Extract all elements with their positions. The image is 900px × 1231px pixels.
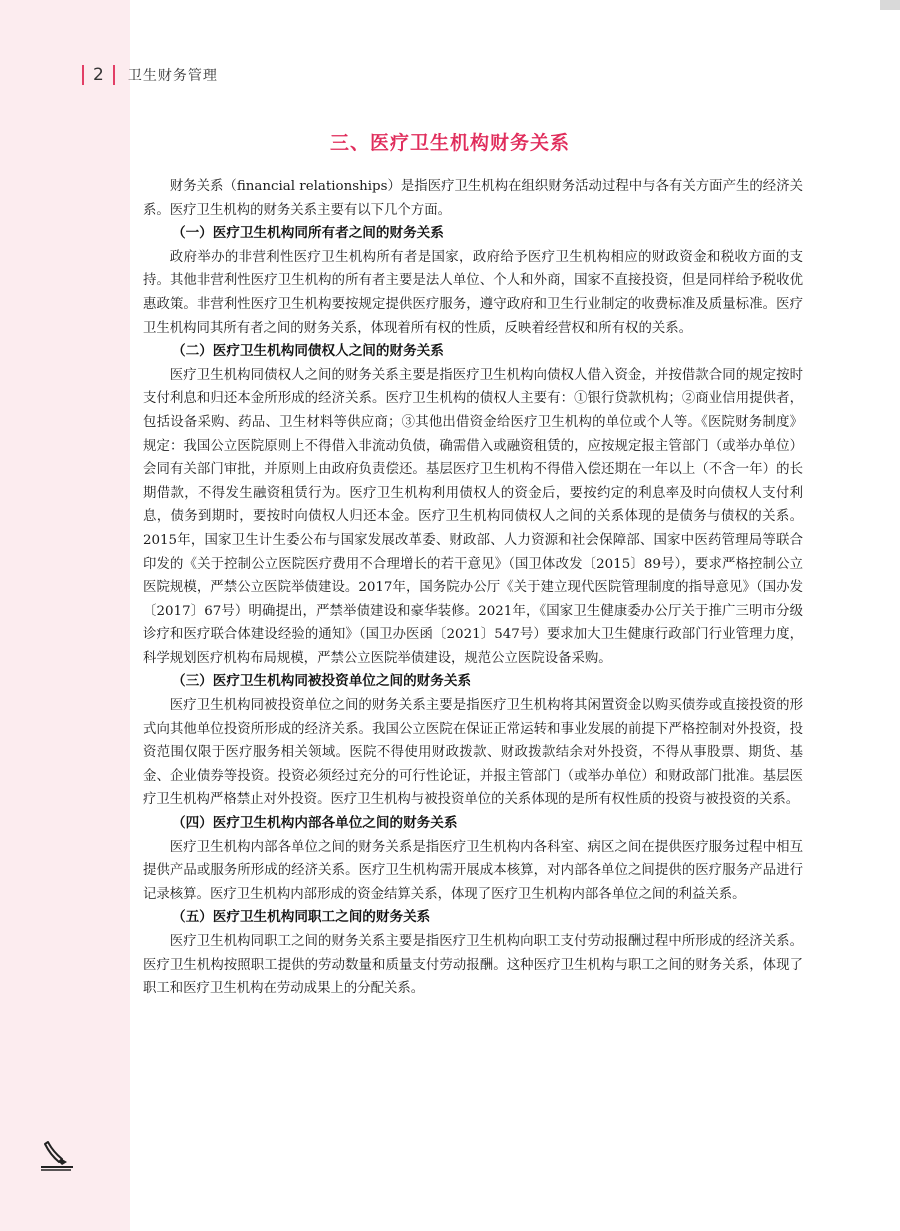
subsection-heading-employees: （五）医疗卫生机构同职工之间的财务关系 <box>172 909 431 926</box>
subsection-heading-owners: （一）医疗卫生机构同所有者之间的财务关系 <box>172 225 444 242</box>
corner-mark <box>880 0 900 10</box>
book-title: 卫生财务管理 <box>127 68 218 84</box>
intro-paragraph: 财务关系（financial relationships）是指医疗卫生机构在组织财务活动过程中与各有关方面产生的经济关系。医疗卫生机构的财务关系主要有以下几个方面。 <box>143 179 803 218</box>
quill-pen-icon <box>38 1138 78 1172</box>
page-body <box>143 175 803 1001</box>
subsection-body-creditors: 医疗卫生机构同债权人之间的财务关系主要是指医疗卫生机构向债权人借入资金，并按借款合同的规定按时支付利息和归还本金所形成的经济关系。医疗卫生机构的债权人主要有：①银行贷款机构；②商业信用提供者，包括设备采购、药品、卫生材料等供应商；③其他出借资金给医疗卫生机构的单位或个人等。《医院财务制度》规定：我国公立医院原则上不得借入非流动负债，确需借入或融资租赁的，应按规定报主管部门（或举办单位）会同有关部门审批，并原则上由政府负责偿还。基层医疗卫生机构不得借入偿还期在一年以上（不含一年）的长期借款，不得发生融资租赁行为。医疗卫生机构利用债权人的资金后，要按约定的利息率及时向债权人支付利息，债务到期时，要按时向债权人归还本金。医疗卫生机构同债权人之间的关系体现的是债务与债权的关系。2015年，国家卫生计生委公布与国家发展改革委、财政部、人力资源和社会保障部、国家中医药管理局等联合印发的《关于控制公立医院医疗费用不合理增长的若干意见》（国卫体改发〔2015〕89号），要求严格控制公立医院规模，严禁公立医院举债建设。2017年，国务院办公厅《关于建立现代医院管理制度的指导意见》（国办发〔2017〕67号）明确提出，严禁举债建设和豪华装修。2021年，《国家卫生健康委办公厅关于推广三明市分级诊疗和医疗联合体建设经验的通知》（国卫办医函〔2021〕547号）要求加大卫生健康行政部门行业管理力度，科学规划医疗机构布局规模，严禁公立医院举债建设，规范公立医院设备采购。 <box>143 367 803 666</box>
subsection-heading-creditors: （二）医疗卫生机构同债权人之间的财务关系 <box>172 343 444 360</box>
running-head <box>82 62 218 88</box>
subsection-body-owners: 政府举办的非营利性医疗卫生机构所有者是国家，政府给予医疗卫生机构相应的财政资金和税收方面的支持。其他非营利性医疗卫生机构的所有者主要是法人单位、个人和外商，国家不直接投资，但是同样给予税收优惠政策。非营利性医疗卫生机构要按规定提供医疗服务，遵守政府和卫生行业制定的收费标准及质量标准。医疗卫生机构同其所有者之间的财务关系，体现着所有权的性质，反映着经营权和所有权的关系。 <box>143 249 803 336</box>
subsection-heading-internal-units: （四）医疗卫生机构内部各单位之间的财务关系 <box>172 815 458 832</box>
subsection-body-investees: 医疗卫生机构同被投资单位之间的财务关系主要是指医疗卫生机构将其闲置资金以购买债券或直接投资的形式向其他单位投资所形成的经济关系。我国公立医院在保证正常运转和事业发展的前提下严格控制对外投资，投资范围仅限于医疗服务相关领域。医院不得使用财政拨款、财政拨款结余对外投资，不得从事股票、期货、基金、企业债券等投资。投资必须经过充分的可行性论证，并报主管部门（或举办单位）和财政部门批准。基层医疗卫生机构严格禁止对外投资。医疗卫生机构与被投资单位的关系体现的是所有权性质的投资与被投资的关系。 <box>143 698 803 808</box>
subsection-body-internal-units: 医疗卫生机构内部各单位之间的财务关系是指医疗卫生机构内各科室、病区之间在提供医疗服务过程中相互提供产品或服务所形成的经济关系。医疗卫生机构需开展成本核算，对内部各单位之间提供的医疗服务产品进行记录核算。医疗卫生机构内部形成的资金结算关系，体现了医疗卫生机构内部各单位之间的利益关系。 <box>143 839 803 902</box>
section-title: 三、医疗卫生机构财务关系 <box>329 132 570 154</box>
page-number: 2 <box>93 65 104 85</box>
margin-band <box>0 0 130 1231</box>
subsection-heading-investees: （三）医疗卫生机构同被投资单位之间的财务关系 <box>172 673 472 690</box>
subsection-body-employees: 医疗卫生机构同职工之间的财务关系主要是指医疗卫生机构向职工支付劳动报酬过程中所形成的经济关系。医疗卫生机构按照职工提供的劳动数量和质量支付劳动报酬。这种医疗卫生机构与职工之间的财务关系，体现了职工和医疗卫生机构在劳动成果上的分配关系。 <box>143 934 803 997</box>
